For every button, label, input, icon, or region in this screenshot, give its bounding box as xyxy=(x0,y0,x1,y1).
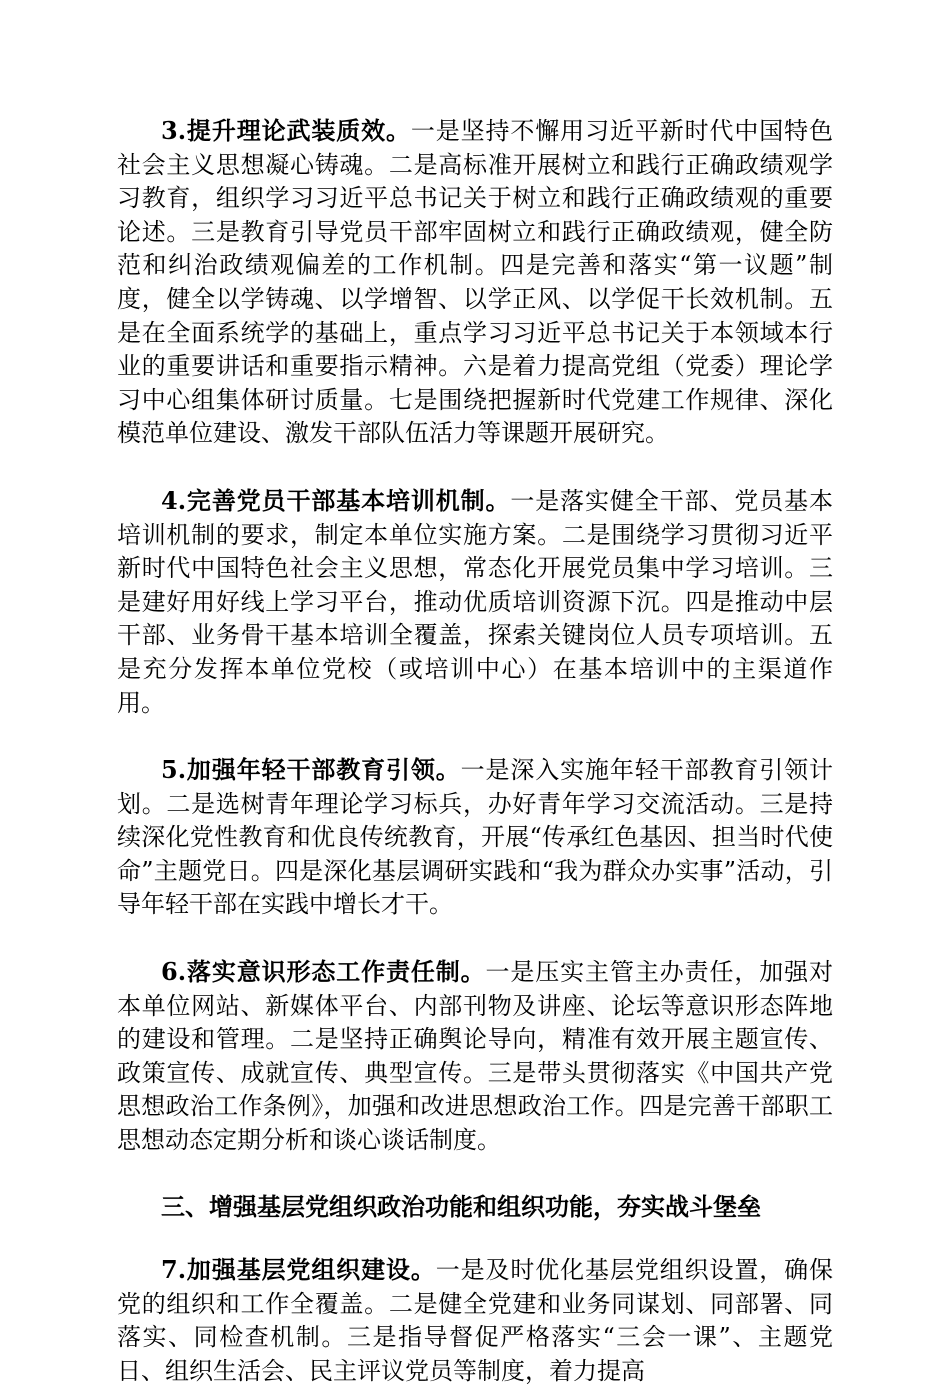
paragraph-3 xyxy=(117,114,833,451)
paragraph-5-heading: 5.加强年轻干部教育引领。 xyxy=(161,755,461,785)
paragraph-3-heading: 3.提升理论武装质效。 xyxy=(161,116,411,145)
section-heading: 三、增强基层党组织政治功能和组织功能，夯实战斗堡垒 xyxy=(161,1192,761,1221)
paragraph-6-body: 一是压实主管主办责任，加强对本单位网站、新媒体平台、内部刊物及讲座、论坛等意识形态阵地的建设和管理。二是坚持正确舆论导向，精准有效开展主题宣传、政策宣传、成就宣传、典型宣传。三是带头贯彻落实《中国共产党思想政治工作条例》，加强和改进思想政治工作。四是完善干部职工思想动态定期分析和谈心谈话制度。 xyxy=(117,958,833,1155)
paragraph-4 xyxy=(117,484,833,720)
paragraph-7-heading: 7.加强基层党组织建设。 xyxy=(161,1255,436,1285)
paragraph-5 xyxy=(117,753,833,922)
paragraph-3-body: 一是坚持不懈用习近平新时代中国特色社会主义思想凝心铸魂。二是高标准开展树立和践行正确政绩观学习教育，组织学习习近平总书记关于树立和践行正确政绩观的重要论述。三是教育引导党员干部牢固树立和践行正确政绩观，健全防范和纠治政绩观偏差的工作机制。四是完善和落实“第一议题”制度，健全以学铸魂、以学增智、以学正风、以学促干长效机制。五是在全面系统学的基础上，重点学习习近平总书记关于本领域本行业的重要讲话和重要指示精神。六是着力提高党组（党委）理论学习中心组集体研讨质量。七是围绕把握新时代党建工作规律、深化模范单位建设、激发干部队伍活力等课题开展研究。 xyxy=(117,117,834,448)
paragraph-6 xyxy=(117,955,833,1158)
paragraph-4-heading: 4.完善党员干部基本培训机制。 xyxy=(161,485,511,515)
paragraph-5-body: 一是深入实施年轻干部教育引领计划。二是选树青年理论学习标兵，办好青年学习交流活动。三是持续深化党性教育和优良传统教育，开展“传承红色基因、担当时代使命”主题党日。四是深化基层调研实践和“我为群众办实事”活动，引导年轻干部在实践中增长才干。 xyxy=(117,756,833,919)
paragraph-7 xyxy=(117,1253,833,1388)
paragraph-4-body: 一是落实健全干部、党员基本培训机制的要求，制定本单位实施方案。二是围绕学习贯彻习近平新时代中国特色社会主义思想，常态化开展党员集中学习培训。三是建好用好线上学习平台，推动优质培训资源下沉。四是推动中层干部、业务骨干基本培训全覆盖，探索关键岗位人员专项培训。五是充分发挥本单位党校（或培训中心）在基本培训中的主渠道作用。 xyxy=(117,486,833,717)
paragraph-7-body: 一是及时优化基层党组织设置，确保党的组织和工作全覆盖。二是健全党建和业务同谋划、同部署、同落实、同检查机制。三是指导督促严格落实“三会一课”、主题党日、组织生活会、民主评议党员等制度，着力提高 xyxy=(117,1256,833,1385)
paragraph-6-heading: 6.落实意识形态工作责任制。 xyxy=(161,957,486,987)
